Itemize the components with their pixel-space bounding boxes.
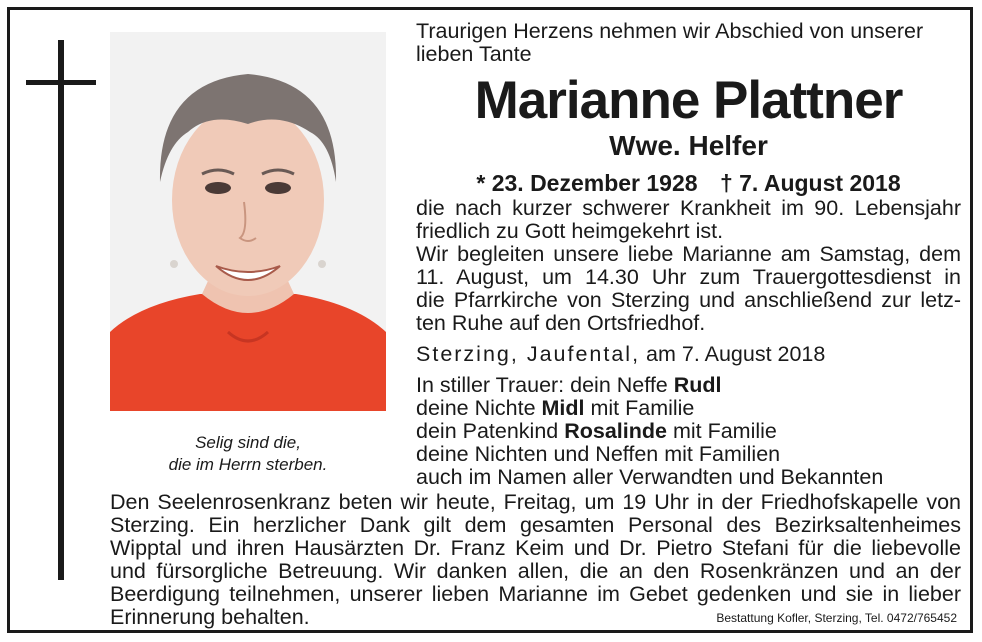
thanks-paragraph xyxy=(110,491,961,629)
mourner-line: deine Nichten und Neffen mit Familien xyxy=(416,442,781,466)
place-and-date xyxy=(416,343,825,366)
deceased-name: Marianne Plattner xyxy=(474,71,903,130)
cross-icon-vertical xyxy=(58,40,64,580)
passage-line: die nach kurzer schwerer Krankheit im 90. Lebensjahr xyxy=(416,196,961,220)
place: Sterzing, Jaufental, xyxy=(416,342,641,366)
thanks-line: Wipptal und ihren Hausärzten Dr. Franz Keim und Dr. Pietro Stefani für die liebevolle xyxy=(110,536,961,560)
cross-icon-horizontal xyxy=(26,80,96,85)
passage-line: Wir begleiten unsere liebe Marianne am Samstag, dem xyxy=(416,242,961,266)
funeral-passage xyxy=(416,197,961,335)
birth-date: * 23. Dezember 1928 xyxy=(476,170,698,196)
intro-line-2: lieben Tante xyxy=(416,42,532,66)
maiden-name: Wwe. Helfer xyxy=(609,130,768,161)
mourner-line: dein Patenkind Rosalinde mit Familie xyxy=(416,419,777,443)
mourner-line: auch im Namen aller Verwandten und Bekannten xyxy=(416,465,884,489)
mourner-line: deine Nichte Midl mit Familie xyxy=(416,396,695,420)
thanks-line: und fürsorgliche Betreuung. Wir danken allen, die an den Rosenkränzen und an der xyxy=(110,559,961,583)
passage-line: die Pfarrkirche von Sterzing und anschließend zur letz- xyxy=(416,288,961,312)
passage-line: friedlich zu Gott heimgekehrt ist. xyxy=(416,219,724,243)
verse-line-1: Selig sind die, xyxy=(195,433,301,452)
undertaker-contact: Bestattung Kofler, Sterzing, Tel. 0472/765452 xyxy=(716,611,957,625)
life-dates xyxy=(416,170,961,196)
intro-line-1: Traurigen Herzens nehmen wir Abschied von unserer xyxy=(416,19,924,43)
death-date: † 7. August 2018 xyxy=(719,170,901,196)
thanks-line: Beerdigung teilnehmen, unserer lieben Marianne im Gebet gedenken und sie in lieber xyxy=(110,582,961,606)
place-date: am 7. August 2018 xyxy=(646,342,826,366)
intro-text xyxy=(416,20,961,66)
thanks-line: Sterzing. Ein herzlicher Dank gilt dem gesamten Personal des Bezirksaltenheimes xyxy=(110,513,961,537)
thanks-line: Erinnerung behalten. xyxy=(110,605,310,629)
verse-line-2: die im Herrn sterben. xyxy=(168,455,328,474)
mourners-list xyxy=(416,374,883,489)
thanks-line: Den Seelenrosenkranz beten wir heute, Freitag, um 19 Uhr in der Friedhofskapelle von xyxy=(110,490,961,514)
bible-verse xyxy=(110,432,386,476)
passage-line: 11. August, um 14.30 Uhr zum Trauergottesdienst in xyxy=(416,265,961,289)
portrait-photo xyxy=(110,32,386,411)
mourner-line: In stiller Trauer: dein Neffe Rudl xyxy=(416,373,722,397)
passage-line: ten Ruhe auf den Ortsfriedhof. xyxy=(416,311,706,335)
